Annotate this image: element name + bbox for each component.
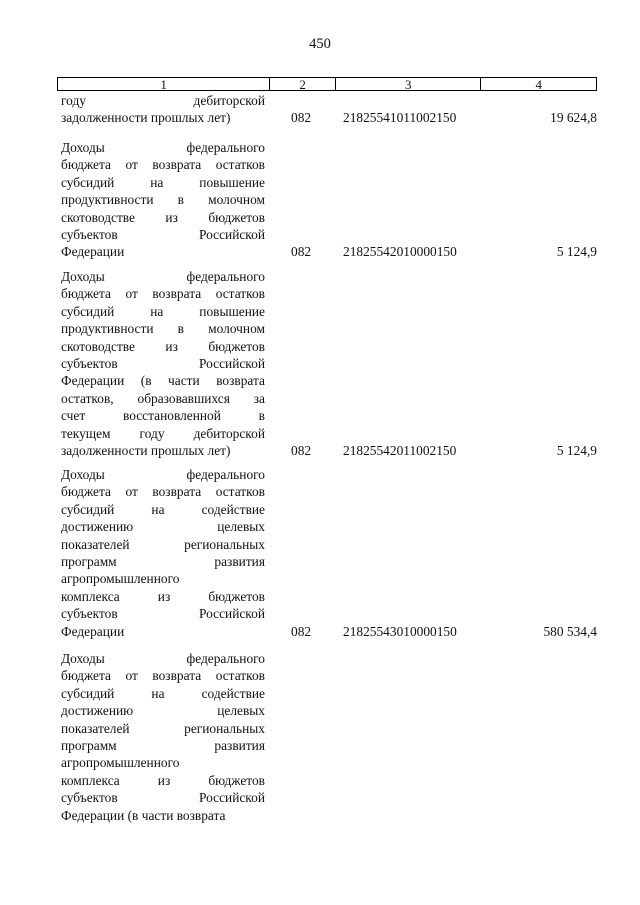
table-row (61, 466, 601, 640)
description-line: программ развития (61, 737, 265, 753)
description-line: агропромышленного (61, 755, 180, 771)
description-line: достижению целевых (61, 519, 265, 535)
description-line: задолженности прошлых лет) (61, 442, 231, 458)
table-row (61, 139, 601, 261)
description-line: задолженности прошлых лет) (61, 110, 231, 126)
column-header-2: 2 (269, 78, 335, 90)
description-line: достижению целевых (61, 703, 265, 719)
description-line: комплекса из бюджетов (61, 588, 265, 604)
row-amount: 5 124,9 (556, 442, 597, 458)
page-number: 450 (309, 36, 331, 52)
table-row (61, 268, 601, 459)
column-header-4: 4 (480, 78, 596, 90)
column-header-3: 3 (335, 78, 480, 90)
description-line: Доходы федерального (61, 651, 265, 666)
row-code: 082 (291, 244, 312, 260)
description-line: бюджета от возврата остатков (61, 668, 265, 684)
description-line: субъектов Российской (61, 355, 265, 371)
description-line: субсидий на повышение (61, 303, 265, 319)
row-kbk: 21825543010000150 (343, 623, 457, 639)
table-row (61, 650, 601, 824)
row-kbk: 21825542011002150 (343, 442, 457, 458)
row-code: 082 (291, 442, 312, 458)
description-line: Федерации (в части возврата (61, 373, 265, 389)
row-kbk: 21825542010000150 (343, 244, 457, 260)
description-line: остатков, образовавшихся за (61, 390, 265, 406)
description-line: скотоводстве из бюджетов (61, 209, 265, 225)
description-line: бюджета от возврата остатков (61, 157, 265, 173)
description-line: показателей региональных (61, 720, 265, 736)
row-description (61, 92, 265, 127)
description-line: бюджета от возврата остатков (61, 484, 265, 500)
row-amount: 5 124,9 (556, 244, 597, 260)
description-line: программ развития (61, 553, 265, 569)
row-description (61, 268, 265, 459)
row-amount: 580 534,4 (543, 623, 597, 639)
description-line: счет восстановленной в (61, 408, 265, 424)
row-description (61, 650, 265, 824)
description-line: показателей региональных (61, 536, 265, 552)
description-line: Федерации (61, 244, 125, 260)
row-amount: 19 624,8 (550, 110, 597, 126)
column-header-1: 1 (160, 77, 167, 92)
description-line: продуктивности в молочном (61, 192, 265, 208)
row-code: 082 (291, 623, 312, 639)
description-line: продуктивности в молочном (61, 321, 265, 337)
description-line: субъектов Российской (61, 226, 265, 242)
table-row (61, 92, 601, 127)
table-header (57, 77, 597, 91)
description-line: году дебиторской (61, 93, 265, 108)
description-line: субсидий на повышение (61, 174, 265, 190)
description-line: агропромышленного (61, 571, 180, 587)
description-line: Федерации (в части возврата (61, 807, 226, 823)
description-line: комплекса из бюджетов (61, 772, 265, 788)
row-kbk: 21825541011002150 (343, 110, 457, 126)
description-line: Доходы федерального (61, 467, 265, 482)
description-line: субсидий на содействие (61, 685, 265, 701)
description-line: Доходы федерального (61, 140, 265, 155)
description-line: текущем году дебиторской (61, 425, 265, 441)
description-line: субсидий на содействие (61, 501, 265, 517)
row-description (61, 466, 265, 640)
description-line: Федерации (61, 623, 125, 639)
description-line: субъектов Российской (61, 790, 265, 806)
description-line: бюджета от возврата остатков (61, 286, 265, 302)
row-code: 082 (291, 110, 312, 126)
row-description (61, 139, 265, 261)
description-line: Доходы федерального (61, 269, 265, 284)
description-line: субъектов Российской (61, 606, 265, 622)
description-line: скотоводстве из бюджетов (61, 338, 265, 354)
